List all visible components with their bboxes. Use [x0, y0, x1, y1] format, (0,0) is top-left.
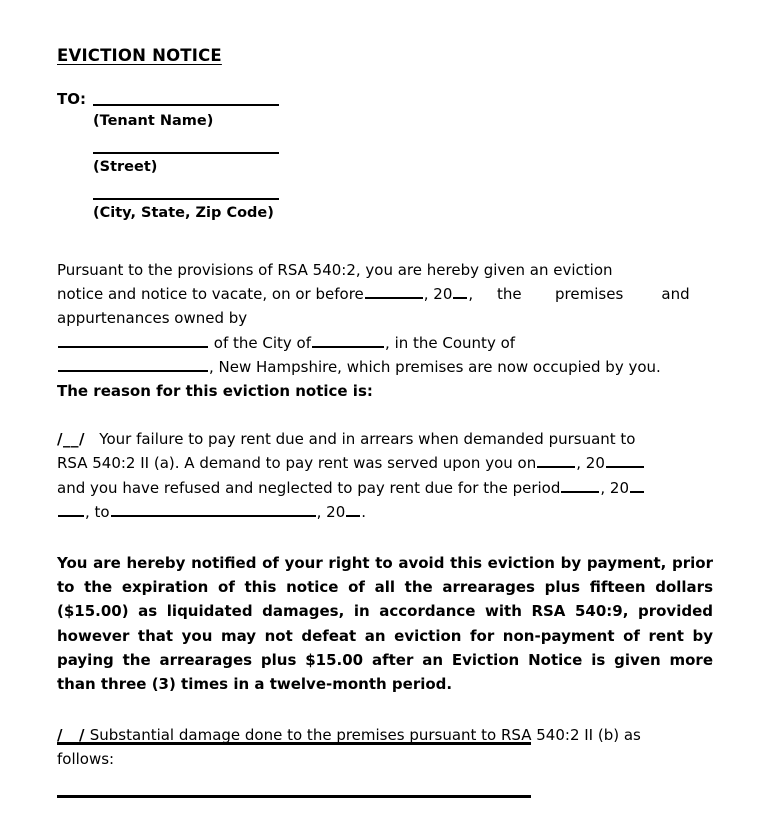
- item-a-text-5: , 20: [600, 478, 629, 497]
- period-start-year-cont-blank[interactable]: [58, 503, 84, 517]
- tenant-name-rule[interactable]: [93, 104, 279, 106]
- damage-line-2[interactable]: [57, 795, 531, 798]
- period-end-year-blank[interactable]: [346, 503, 360, 517]
- pursuant-line-1: Pursuant to the provisions of RSA 540:2, you are hereby given an eviction: [57, 261, 613, 279]
- page-title: EVICTION NOTICE: [57, 46, 222, 65]
- item-a-text-3: , 20: [576, 454, 605, 473]
- city-blank[interactable]: [312, 333, 384, 347]
- recipient-block: [57, 86, 357, 222]
- city-state-zip-rule[interactable]: [93, 198, 279, 200]
- state-text: , New Hampshire, which premises are now occupied by you.: [209, 357, 661, 376]
- item-a-text-2: RSA 540:2 II (a). A demand to pay rent was served upon you on: [57, 454, 537, 473]
- owner-name-blank[interactable]: [58, 333, 208, 347]
- spacer: [57, 403, 713, 427]
- pursuant-line-2d: the: [497, 285, 522, 304]
- damage-description-lines: [57, 742, 531, 798]
- reason-item-a: [57, 427, 713, 524]
- city-label: of the City of: [213, 333, 312, 352]
- county-blank[interactable]: [58, 358, 208, 372]
- spacer: [57, 524, 713, 551]
- pursuant-paragraph: [57, 258, 713, 331]
- county-state-line: [57, 355, 713, 379]
- pursuant-line-2e: premises: [555, 285, 624, 304]
- to-row: [57, 86, 357, 108]
- period-start-year-blank[interactable]: [630, 478, 644, 492]
- item-a-text-6: , to: [85, 502, 110, 521]
- item-a-text-8: .: [361, 502, 367, 521]
- checkbox-item-b[interactable]: /__/: [57, 726, 85, 745]
- county-label: , in the County of: [385, 333, 516, 352]
- pursuant-line-2b: , 20: [423, 285, 453, 304]
- spacer: [57, 696, 713, 723]
- to-label: TO:: [57, 90, 86, 108]
- checkbox-item-a[interactable]: /__/: [57, 430, 85, 449]
- owner-city-line: [57, 331, 713, 355]
- avoid-eviction-notice: You are hereby notified of your right to avoid this eviction by payment, prior to the expiration of this notice of all the arrearages plus fifteen dollars ($15.00) as liquidated damages, in accordance with RSA 540:9, provided however that you may not defeat an eviction for non-payment of rent by paying the arrearages plus $15.00 after an Eviction Notice is given more than three (3) times in a twelve-month period.: [57, 554, 713, 694]
- vacate-date-blank[interactable]: [365, 285, 423, 299]
- item-b-text-2: follows:: [57, 750, 115, 769]
- tenant-name-caption: (Tenant Name): [93, 113, 214, 129]
- pursuant-line-2c: ,: [468, 285, 474, 304]
- pursuant-line-2f: and: [661, 285, 690, 304]
- document-body: [57, 258, 713, 772]
- pursuant-line-3: appurtenances owned by: [57, 309, 248, 328]
- street-rule[interactable]: [93, 152, 279, 154]
- vacate-year-blank[interactable]: [453, 285, 467, 299]
- demand-year-blank[interactable]: [606, 454, 644, 468]
- item-a-text-7: , 20: [316, 502, 346, 521]
- item-a-text-1: Your failure to pay rent due and in arrears when demanded pursuant to: [99, 430, 636, 449]
- pursuant-line-2a: notice and notice to vacate, on or before: [57, 285, 364, 304]
- period-end-date-blank[interactable]: [111, 503, 316, 517]
- period-start-date-blank[interactable]: [561, 478, 599, 492]
- reason-heading: The reason for this eviction notice is:: [57, 382, 373, 401]
- item-a-text-4: and you have refused and neglected to pay rent due for the period: [57, 478, 561, 497]
- spacer: [57, 745, 531, 795]
- item-b-text-1: Substantial damage done to the premises pursuant to RSA 540:2 II (b) as: [89, 726, 641, 745]
- city-state-zip-caption: (City, State, Zip Code): [93, 204, 274, 221]
- demand-date-blank[interactable]: [537, 454, 575, 468]
- street-caption: (Street): [93, 158, 158, 175]
